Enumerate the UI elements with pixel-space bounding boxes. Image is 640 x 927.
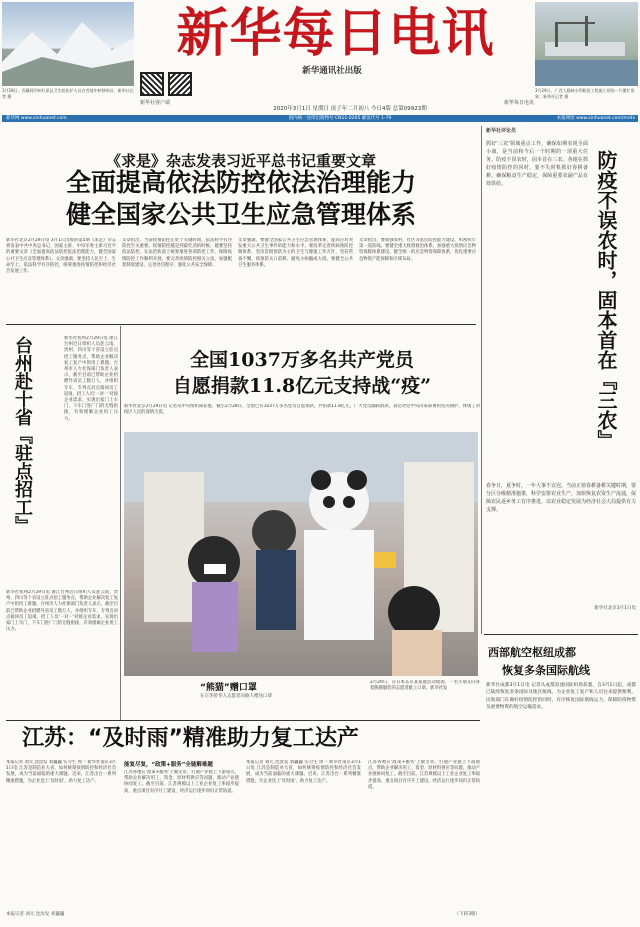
left-column-divider xyxy=(120,326,121,720)
jiangsu-col-4: 江苏各地在'政策+服务'上做文章，打通产业链上下游堵点，帮助企业解决用工、资金、原材料供应等问题，推动产业链协同复工。截至目前，江苏规模以上工业企业复工率稳步提高，重点项目有序开工建设，经济运行逐步回归正常轨道。 xyxy=(368,760,480,790)
commentary-body-1: 抓好'三农'领域重点工作，确保如期实现全面小康，是当前和今后一个时期的一项重大任务。防疫不误农时，固本首在三农。各地在抓好疫情防控的同时，要不失时机抓好春耕备耕，确保粮食生产稳定，保障重要农副产品有效供给。 xyxy=(486,141,588,187)
qr-right-label: 新华每日电讯 xyxy=(503,100,534,106)
inset-caption-sub: 在日华侨华人志愿者向路人赠送口罩 xyxy=(200,694,272,699)
lead-headline-2: 健全国家公共卫生应急管理体系 xyxy=(65,200,416,229)
panda-volunteer-scene-icon xyxy=(124,432,478,676)
qr-code-right[interactable] xyxy=(168,72,192,96)
left-photo-caption: 3月28日，西藏阿坝州红原县卫生院医护人员在雪地中转移病员；新华社记者 摄 xyxy=(2,88,134,99)
taizhou-title: 台州赴十省『驻点招工』 xyxy=(12,336,33,534)
lead-body-col-4: 文章指出，要加强农村、社区等基层防控能力建设，织密织牢第一道防线。要健全重大疫情救治体系，加强重大疫情应急物资保障体系建设，健全统一的应急物资保障体系，优化重要应急物资产能保障和区域布局。 xyxy=(359,238,476,262)
right-column-divider xyxy=(481,126,482,634)
url-right[interactable]: 本报网址 www.xinhuanet.com/mrdx xyxy=(556,116,635,121)
lead-body-col-1: 新华社北京2月29日电 3月1日出版的第5期《求是》杂志将发表中共中央总书记、国家主席、中央军委主席习近平的重要文章《全面提高依法防控依法治理能力，健全国家公共卫生应急管理体系》。文章强调，要坚持人民至上、生命至上，依法科学有序防控，统筹推进疫情防控和经济社会发展工作。 xyxy=(6,238,116,275)
qr-code-left[interactable] xyxy=(140,72,164,96)
inset-caption-title: “熊猫”赠口罩 xyxy=(200,683,257,693)
aviation-title-1: 西部航空枢纽成都 xyxy=(488,646,576,659)
lead-headline-1: 全面提高依法防控依法治理能力 xyxy=(65,168,416,197)
donation-headline-1: 全国1037万多名共产党员 xyxy=(190,349,414,371)
issue-line: 2020年3月1日 星期日 庚子年二月初八 今日4版 总第09923期 xyxy=(273,106,427,112)
jiangsu-col-3: 本报记者 刘元 沈汝发 刘巍巍 实习生 周一 新华社南京3月1日电 江苏是制造业大省，如何统筹疫情防控和经济社会发展，成为当前面临的重大课题。近来，江苏出台一系列精准措施，为企业送上'及时雨'，助力复工达产。 xyxy=(246,760,361,784)
edition-label: 新华通讯社出版 xyxy=(302,66,362,76)
aviation-body: 新华社成都3月1日电 记者从成都双流国际机场获悉，自3月1日起，成都已陆续恢复多条国际及地区航线，为企业复工复产和人员往来提供便利。民航部门在做好疫情防控的同时，有序恢复国际航线运力，保障防疫物资及重要物资的航空运输需求。 xyxy=(486,683,636,711)
qr-left-label: 新华社客户端 xyxy=(140,100,171,106)
jiangsu-top-rule xyxy=(6,720,480,721)
jiangsu-col-2: 江苏各地在'政策+服务'上做文章，打通产业链上下游堵点，帮助企业解决用工、资金、原材料供应等问题，推动产业链协同复工。截至目前，江苏规模以上工业企业复工率稳步提高，重点项目有序开工建设，经济运行逐步回归正常轨道。 xyxy=(124,770,239,794)
continued-note[interactable]: （下转3版） xyxy=(454,912,480,917)
footer-left: 本报记者 刘元 沈汝发 刘巍巍 xyxy=(6,912,65,917)
dam-construction-icon xyxy=(535,2,638,86)
commentary-dateline: 新华社北京3月1日电 xyxy=(594,606,636,611)
jiangsu-col-1: 本报记者 刘元 沈汝发 刘巍巍 实习生 周一 新华社南京3月1日电 江苏是制造业大省，如何统筹疫情防控和经济社会发展，成为当前面临的重大课题。近来，江苏出台一系列精准措施，为企业送上'及时雨'，助力复工达产。 xyxy=(6,760,116,784)
serial-number: 国内统一连续出版物号 CN11-0205 邮发代号 1-79 xyxy=(288,116,392,121)
panda-photo xyxy=(124,432,478,676)
commentary-byline: 新华社评论员 xyxy=(486,128,517,134)
newspaper-title: 新华每日电讯 xyxy=(176,3,495,64)
taizhou-body-continued: 新华社杭州2月29日电 浙江台州近日组织人员赴云南、贵州、四川等十省设立驻点招工服务点，帮助企业解决复工复产中的用工难题。台州市人力社保部门负责人表示，截至目前已帮助企业招聘外省员工数万人，并组织专车、专列点对点接回员工返岗。招工人员'一对一'对接企业需求，实现出家门上车门、下车门进厂门的无缝衔接，有效缓解企业用工压力。 xyxy=(6,590,118,633)
commentary-title: 防疫不误农时，固本首在『三农』 xyxy=(594,150,618,450)
lead-bottom-rule xyxy=(6,324,476,325)
donation-headline-2: 自愿捐款11.8亿元支持战“疫” xyxy=(172,375,432,397)
masthead-photo-right xyxy=(535,2,638,86)
masthead-photo-left xyxy=(2,2,134,86)
taizhou-body: 新华社杭州2月29日电 浙江台州近日组织人员赴云南、贵州、四川等十省设立驻点招工服务点，帮助企业解决复工复产中的用工难题。台州市人力社保部门负责人表示，截至目前已帮助企业招聘外省员工数万人，并组织专车、专列点对点接回员工返岗。招工人员'一对一'对接企业需求，实现出家门上车门、下车门进厂门的无缝衔接，有效缓解企业用工压力。 xyxy=(64,336,118,422)
right-photo-caption: 3月29日，广西大藤峡水利枢纽工程施工现场一片繁忙景象；新华社记者 摄 xyxy=(535,88,635,99)
lead-body-col-2: 文章指出，当前疫情防控正处于关键时期，依法科学有序防控至关重要。疫情防控越是到最吃劲的时候，越要坚持依法防控，在法治轨道上统筹推进各项防控工作，保障疫情防控工作顺利开展。要完善疫情防控相关立法，加强配套制度建设，完善处罚程序，强化公共安全保障。 xyxy=(122,238,232,268)
jiangsu-headline: 江苏：“及时雨”精准助力复工达产 xyxy=(22,726,359,751)
donation-body: 新华社北京2月29日电 记者从中央组织部获悉，截至2月28日，全国已有1037万多名党员自愿捐款，共捐款11.8亿元。广大党员踊跃捐款，表达对党中央决策部署的坚决拥护，体现了对疫区人民的深情大爱。 xyxy=(124,404,480,416)
aviation-title-2: 恢复多条国际航线 xyxy=(502,664,590,677)
lead-kicker: 《求是》杂志发表习近平总书记重要文章 xyxy=(105,152,376,170)
mountain-scene-icon xyxy=(2,2,134,86)
right-section-rule xyxy=(484,634,638,635)
commentary-body-2: 春争日，夏争时，一年大事不宜迟。当前正值春耕备耕关键时期，要分区分级精准施策，科学安排农业生产，加快恢复农资生产流通，保障农民返乡务工有序推进，以农业稳定发展为经济社会大局提供有力支撑。 xyxy=(486,483,636,513)
jiangsu-subhead: 能复尽复，“政策+服务”全链解难题 xyxy=(124,762,213,768)
photo-caption: 2月29日，在日本东京某家庭活动现场，一名小朋友向身着熊猫服装的志愿者献上口罩。新华社发 xyxy=(370,680,480,692)
url-left[interactable]: 新华网 www.xinhuanet.com xyxy=(6,116,67,121)
lead-body-col-3: 文章强调，要健全国家公共卫生应急管理体系，提高应对突发重大公共卫生事件的能力和水平。要改革完善疾病预防控制体系，坚决贯彻预防为主的卫生与健康工作方针，坚持常备不懈，将预防关口前移，避免小病酿成大疫。要健全公共卫生服务体系。 xyxy=(238,238,353,268)
